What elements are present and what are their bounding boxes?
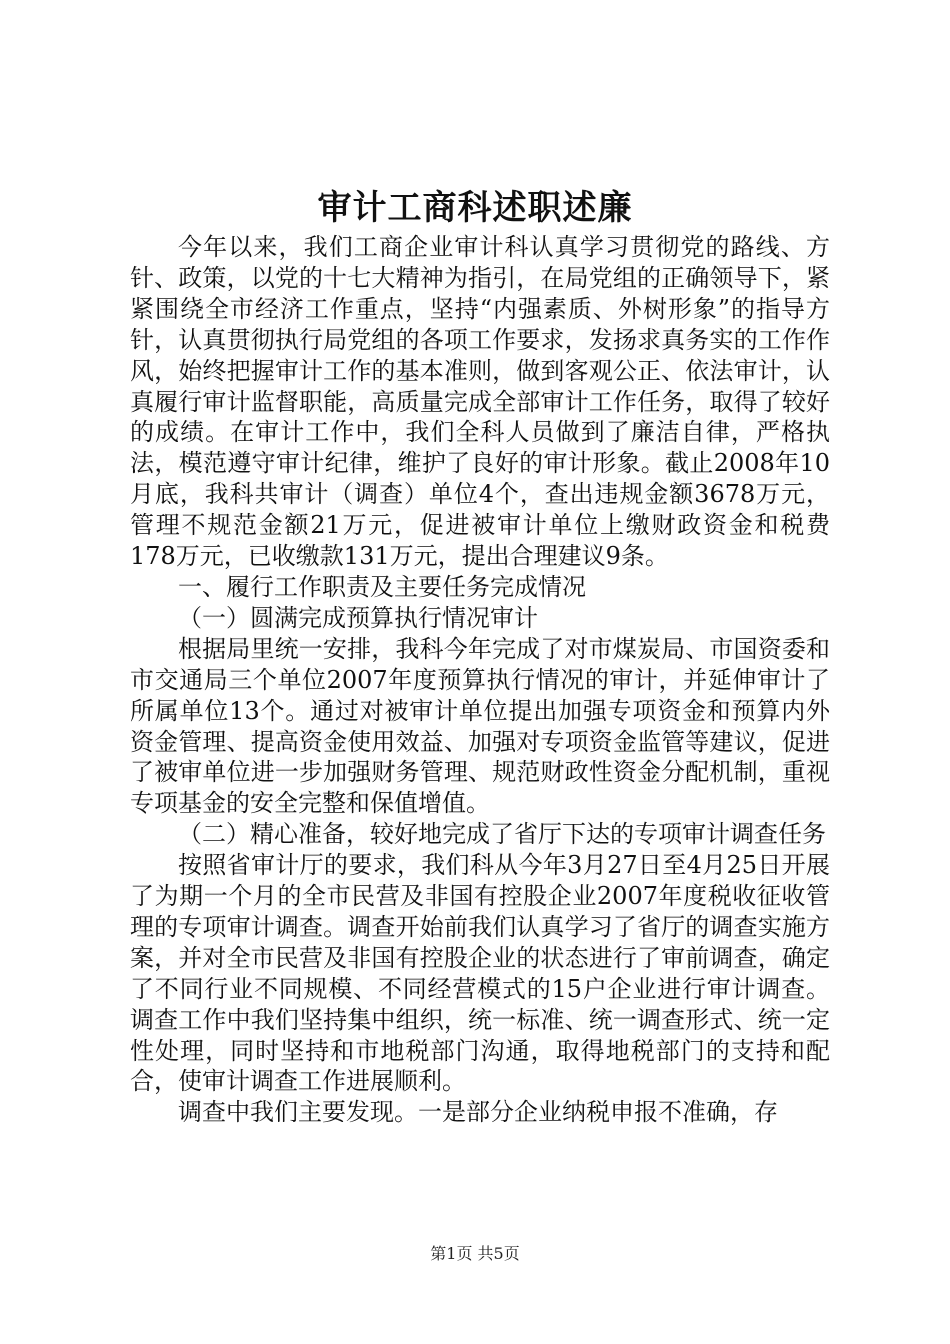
document-body <box>130 232 830 1128</box>
document-title: 审计工商科述职述廉 <box>317 188 633 228</box>
page-footer: 第1页 共5页 <box>430 1244 520 1263</box>
subsection-heading-1: （一）圆满完成预算执行情况审计 <box>178 603 538 632</box>
findings-paragraph: 调查中我们主要发现。一是部分企业纳税申报不准确，存 <box>178 1098 778 1127</box>
section-heading: 一、履行工作职责及主要任务完成情况 <box>178 572 586 601</box>
special-audit-paragraph: 按照省审计厅的要求，我们科从今年3月27日至4月25日开展了为期一个月的全市民营及非国有控股企业2007年度税收征收管理的专项审计调查。调查开始前我们认真学习了省厅的调查实施方案，并对全市民营及非国有控股企业的状态进行了审前调查，确定了不同行业不同规模、不同经营模式的15户企业进行审计调查。调查工作中我们坚持集中组织，统一标准、统一调查形式、统一定性处理，同时坚持和市地税部门沟通，取得地税部门的支持和配合，使审计调查工作进展顺利。 <box>130 851 830 1096</box>
intro-paragraph: 今年以来，我们工商企业审计科认真学习贯彻党的路线、方针、政策，以党的十七大精神为指引，在局党组的正确领导下，紧紧围绕全市经济工作重点，坚持“内强素质、外树形象”的指导方针，认真贯彻执行局党组的各项工作要求，发扬求真务实的工作作风，始终把握审计工作的基本准则，做到客观公正、依法审计，认真履行审计监督职能，高质量完成全部审计工作任务，取得了较好的成绩。在审计工作中，我们全科人员做到了廉洁自律，严格执法，模范遵守审计纪律，维护了良好的审计形象。截止2008年10月底，我科共审计（调查）单位4个，查出违规金额3678万元，管理不规范金额21万元，促进被审计单位上缴财政资金和税费178万元，已收缴款131万元，提出合理建议9条。 <box>130 233 830 571</box>
subsection-heading-2: （二）精心准备，较好地完成了省厅下达的专项审计调查任务 <box>178 820 826 849</box>
budget-audit-paragraph: 根据局里统一安排，我科今年完成了对市煤炭局、市国资委和市交通局三个单位2007年度预算执行情况的审计，并延伸审计了所属单位13个。通过对被审计单位提出加强专项资金和预算内外资金管理、提高资金使用效益、加强对专项资金监管等建议，促进了被审单位进一步加强财务管理、规范财政性资金分配机制，重视专项基金的安全完整和保值增值。 <box>130 634 830 818</box>
